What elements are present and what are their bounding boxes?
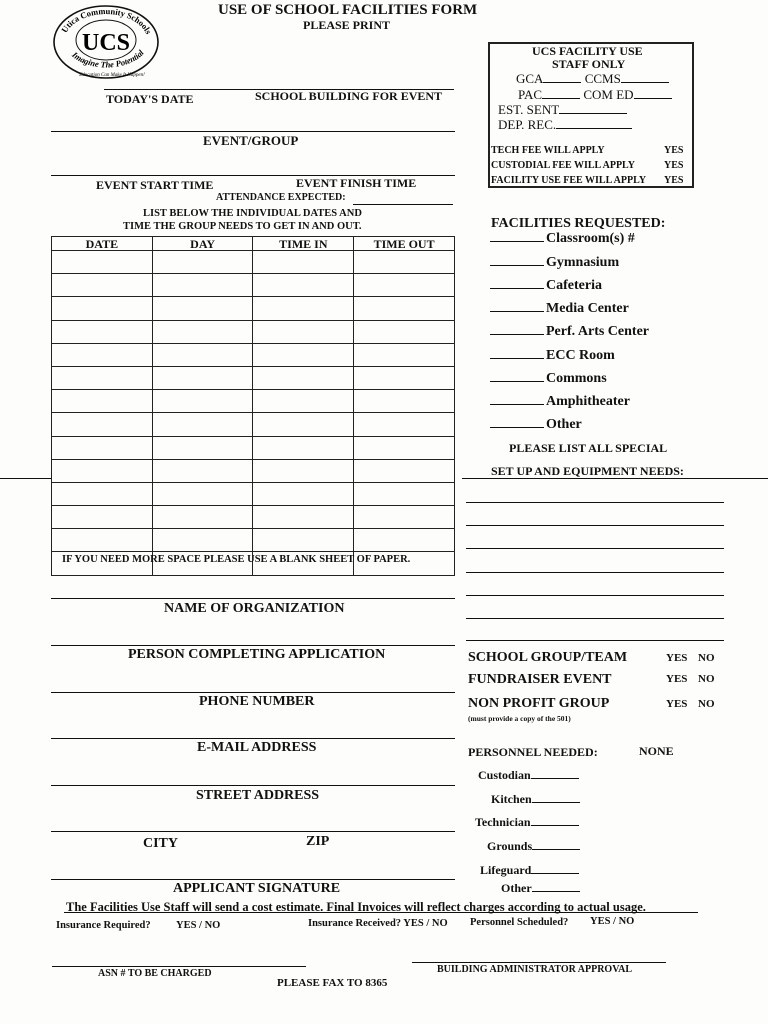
school-building-label: SCHOOL BUILDING FOR EVENT bbox=[255, 89, 443, 103]
time-out-cell[interactable] bbox=[354, 390, 455, 413]
time-out-cell[interactable] bbox=[354, 506, 455, 529]
facility-item bbox=[490, 300, 629, 317]
date-cell[interactable] bbox=[52, 459, 153, 482]
table-row bbox=[52, 320, 455, 343]
time-in-cell[interactable] bbox=[253, 343, 354, 366]
insurance-required-options[interactable]: YES / NO bbox=[176, 920, 221, 931]
event-start-label: EVENT START TIME bbox=[96, 178, 214, 192]
non-profit-no[interactable]: NO bbox=[698, 698, 715, 710]
fundraiser-no[interactable]: NO bbox=[698, 673, 715, 685]
time-out-cell[interactable] bbox=[354, 343, 455, 366]
logo-arc-top: Utica Community Schools bbox=[59, 5, 154, 36]
event-group-line[interactable] bbox=[51, 131, 455, 132]
staff-box-title-1: UCS FACILITY USE bbox=[532, 44, 643, 58]
day-cell[interactable] bbox=[152, 297, 253, 320]
facility-label: ECC Room bbox=[546, 348, 615, 363]
table-row bbox=[52, 366, 455, 389]
list-instruction-1: LIST BELOW THE INDIVIDUAL DATES AND bbox=[143, 208, 362, 219]
date-cell[interactable] bbox=[52, 274, 153, 297]
personnel-item bbox=[478, 767, 579, 783]
day-cell[interactable] bbox=[152, 506, 253, 529]
day-cell[interactable] bbox=[152, 482, 253, 505]
time-in-cell[interactable] bbox=[253, 251, 354, 274]
zip-label: ZIP bbox=[306, 834, 330, 849]
time-in-cell[interactable] bbox=[253, 482, 354, 505]
facility-item bbox=[490, 393, 630, 410]
date-cell[interactable] bbox=[52, 251, 153, 274]
school-group-no[interactable]: NO bbox=[698, 652, 715, 664]
facility-item bbox=[490, 254, 619, 271]
est-sent-field[interactable] bbox=[559, 102, 627, 114]
dep-rec-label: DEP. REC. bbox=[498, 117, 557, 132]
personnel-heading: PERSONNEL NEEDED: bbox=[468, 745, 598, 759]
table-row bbox=[52, 436, 455, 459]
facility-item bbox=[490, 230, 635, 247]
tech-fee-yes[interactable]: YES bbox=[664, 145, 684, 156]
table-row bbox=[52, 413, 455, 436]
signature-label: APPLICANT SIGNATURE bbox=[173, 881, 341, 896]
logo-initials: UCS bbox=[81, 30, 131, 56]
city-zip-line[interactable] bbox=[51, 831, 455, 832]
non-profit-note: (must provide a copy of the 501) bbox=[468, 714, 571, 723]
time-out-cell[interactable] bbox=[354, 320, 455, 343]
fundraiser-yes[interactable]: YES bbox=[666, 673, 688, 685]
facility-checkbox-line[interactable] bbox=[490, 254, 544, 266]
facility-checkbox-line[interactable] bbox=[490, 370, 544, 382]
list-instruction-2: TIME THE GROUP NEEDS TO GET IN AND OUT. bbox=[123, 221, 362, 232]
attendance-label: ATTENDANCE EXPECTED: bbox=[216, 192, 346, 203]
date-cell[interactable] bbox=[52, 366, 153, 389]
time-out-cell[interactable] bbox=[354, 529, 455, 552]
facility-fee-yes[interactable]: YES bbox=[664, 175, 684, 186]
col-day: DAY bbox=[152, 237, 253, 251]
custodial-fee-label: CUSTODIAL FEE WILL APPLY bbox=[491, 160, 636, 171]
time-in-cell[interactable] bbox=[253, 320, 354, 343]
insurance-required-label: Insurance Required? bbox=[56, 920, 151, 931]
email-line[interactable] bbox=[51, 738, 455, 739]
person-line[interactable] bbox=[51, 645, 455, 646]
fundraiser-label: FUNDRAISER EVENT bbox=[468, 672, 612, 687]
facility-checkbox-line[interactable] bbox=[490, 230, 544, 242]
admin-approval-line[interactable] bbox=[412, 962, 666, 963]
form-title: USE OF SCHOOL FACILITIES FORM bbox=[218, 2, 478, 18]
time-in-cell[interactable] bbox=[253, 413, 354, 436]
facility-label: Cafeteria bbox=[546, 278, 602, 293]
setup-line-4[interactable] bbox=[466, 572, 724, 573]
special-setup-2: SET UP AND EQUIPMENT NEEDS: bbox=[491, 464, 684, 478]
date-cell[interactable] bbox=[52, 413, 153, 436]
table-row bbox=[52, 251, 455, 274]
facility-label: Media Center bbox=[546, 301, 629, 316]
personnel-none[interactable]: NONE bbox=[639, 744, 674, 758]
event-finish-label: EVENT FINISH TIME bbox=[296, 176, 417, 190]
date-cell[interactable] bbox=[52, 297, 153, 320]
logo-tagline: Education Can Make It Happen! bbox=[79, 73, 145, 78]
time-in-cell[interactable] bbox=[253, 459, 354, 482]
facility-fee-label: FACILITY USE FEE WILL APPLY bbox=[491, 175, 647, 186]
personnel-label: Other bbox=[501, 881, 532, 895]
time-out-cell[interactable] bbox=[354, 459, 455, 482]
todays-date-label: TODAY'S DATE bbox=[106, 92, 194, 106]
table-row bbox=[52, 482, 455, 505]
setup-line-3[interactable] bbox=[466, 548, 724, 549]
personnel-field[interactable] bbox=[531, 767, 579, 779]
city-label: CITY bbox=[143, 836, 179, 851]
facility-checkbox-line[interactable] bbox=[490, 277, 544, 289]
logo-arc-bottom: Imagine The Potential bbox=[70, 47, 146, 70]
table-row bbox=[52, 506, 455, 529]
time-out-cell[interactable] bbox=[354, 413, 455, 436]
setup-line-5[interactable] bbox=[466, 595, 724, 596]
personnel-field[interactable] bbox=[531, 862, 579, 874]
time-in-cell[interactable] bbox=[253, 366, 354, 389]
day-cell[interactable] bbox=[152, 529, 253, 552]
special-setup-1: PLEASE LIST ALL SPECIAL bbox=[509, 441, 668, 455]
fax-note: PLEASE FAX TO 8365 bbox=[277, 977, 388, 989]
table-row bbox=[52, 390, 455, 413]
asn-line[interactable] bbox=[52, 966, 306, 967]
personnel-label: Kitchen bbox=[491, 792, 532, 806]
setup-line-2[interactable] bbox=[466, 525, 724, 526]
personnel-item bbox=[475, 814, 579, 830]
estimate-underline bbox=[64, 912, 698, 913]
org-name-label: NAME OF ORGANIZATION bbox=[164, 601, 345, 616]
col-time-out: TIME OUT bbox=[354, 237, 455, 251]
asn-label: ASN # TO BE CHARGED bbox=[98, 968, 212, 979]
admin-approval-label: BUILDING ADMINISTRATOR APPROVAL bbox=[437, 964, 633, 975]
form-subtitle: PLEASE PRINT bbox=[303, 18, 391, 32]
facility-checkbox-line[interactable] bbox=[490, 416, 544, 428]
day-cell[interactable] bbox=[152, 413, 253, 436]
facility-checkbox-line[interactable] bbox=[490, 323, 544, 335]
time-in-cell[interactable] bbox=[253, 529, 354, 552]
street-label: STREET ADDRESS bbox=[196, 788, 320, 803]
personnel-item bbox=[487, 838, 580, 854]
time-out-cell[interactable] bbox=[354, 274, 455, 297]
day-cell[interactable] bbox=[152, 366, 253, 389]
date-cell[interactable] bbox=[52, 320, 153, 343]
school-group-label: SCHOOL GROUP/TEAM bbox=[468, 650, 628, 665]
date-cell[interactable] bbox=[52, 482, 153, 505]
facility-checkbox-line[interactable] bbox=[490, 393, 544, 405]
date-cell[interactable] bbox=[52, 390, 153, 413]
facility-checkbox-line[interactable] bbox=[490, 300, 544, 312]
facility-item bbox=[490, 277, 602, 294]
personnel-label: Lifeguard bbox=[480, 863, 532, 877]
facility-item bbox=[490, 323, 649, 340]
day-cell[interactable] bbox=[152, 436, 253, 459]
time-out-cell[interactable] bbox=[354, 297, 455, 320]
facility-label: Perf. Arts Center bbox=[546, 324, 650, 339]
day-cell[interactable] bbox=[152, 274, 253, 297]
personnel-item bbox=[480, 862, 579, 878]
date-cell[interactable] bbox=[52, 506, 153, 529]
dep-rec-field[interactable] bbox=[556, 117, 632, 129]
setup-line-6[interactable] bbox=[466, 618, 724, 619]
facilities-heading: FACILITIES REQUESTED: bbox=[491, 216, 666, 231]
signature-line[interactable] bbox=[51, 879, 455, 880]
com-ed-label: COM ED bbox=[583, 87, 634, 102]
personnel-label: Grounds bbox=[487, 839, 533, 853]
day-cell[interactable] bbox=[152, 343, 253, 366]
personnel-item bbox=[491, 791, 580, 807]
tech-fee-label: TECH FEE WILL APPLY bbox=[491, 145, 605, 156]
personnel-label: Custodian bbox=[478, 768, 531, 782]
staff-only-box bbox=[488, 42, 694, 188]
time-in-cell[interactable] bbox=[253, 297, 354, 320]
pac-field[interactable] bbox=[542, 87, 580, 99]
estimate-note: The Facilities Use Staff will send a cost estimate. Final Invoices will reflect charges according to actual usage. bbox=[66, 900, 646, 914]
day-cell[interactable] bbox=[152, 459, 253, 482]
staff-box-title-2: STAFF ONLY bbox=[552, 57, 626, 71]
ccms-field[interactable] bbox=[621, 71, 669, 83]
setup-line-1[interactable] bbox=[466, 502, 724, 503]
time-out-cell[interactable] bbox=[354, 482, 455, 505]
day-cell[interactable] bbox=[152, 251, 253, 274]
email-label: E-MAIL ADDRESS bbox=[197, 740, 317, 755]
facility-item bbox=[490, 347, 615, 364]
fold-line-left bbox=[0, 478, 51, 479]
facility-label: Amphitheater bbox=[546, 394, 630, 409]
table-row bbox=[52, 343, 455, 366]
non-profit-label: NON PROFIT GROUP bbox=[468, 696, 610, 711]
personnel-label: Technician bbox=[475, 815, 531, 829]
personnel-field[interactable] bbox=[532, 838, 580, 850]
attendance-field[interactable] bbox=[353, 204, 453, 205]
personnel-field[interactable] bbox=[531, 814, 579, 826]
insurance-received[interactable]: Insurance Received? YES / NO bbox=[308, 918, 448, 929]
col-time-in: TIME IN bbox=[253, 237, 354, 251]
phone-line[interactable] bbox=[51, 692, 455, 693]
day-cell[interactable] bbox=[152, 390, 253, 413]
table-row bbox=[52, 297, 455, 320]
org-name-line[interactable] bbox=[51, 598, 455, 599]
time-out-cell[interactable] bbox=[354, 366, 455, 389]
custodial-fee-yes[interactable]: YES bbox=[664, 160, 684, 171]
col-date: DATE bbox=[52, 237, 153, 251]
day-cell[interactable] bbox=[152, 320, 253, 343]
time-out-cell[interactable] bbox=[354, 251, 455, 274]
table-row bbox=[52, 529, 455, 552]
gca-label: GCA bbox=[516, 71, 544, 86]
time-in-cell[interactable] bbox=[253, 390, 354, 413]
schedule-table bbox=[51, 236, 455, 576]
more-space-note: IF YOU NEED MORE SPACE PLEASE USE A BLANK SHEET OF PAPER. bbox=[62, 554, 411, 565]
gca-field[interactable] bbox=[543, 71, 581, 83]
personnel-item bbox=[501, 880, 580, 896]
time-out-cell[interactable] bbox=[354, 436, 455, 459]
personnel-field[interactable] bbox=[532, 791, 580, 803]
phone-label: PHONE NUMBER bbox=[199, 694, 315, 709]
street-line[interactable] bbox=[51, 785, 455, 786]
facility-label: Commons bbox=[546, 371, 607, 386]
time-in-cell[interactable] bbox=[253, 436, 354, 459]
person-completing-label: PERSON COMPLETING APPLICATION bbox=[128, 647, 386, 662]
ucs-logo bbox=[52, 4, 160, 80]
personnel-scheduled-options[interactable]: YES / NO bbox=[590, 916, 635, 927]
time-in-cell[interactable] bbox=[253, 506, 354, 529]
facility-item bbox=[490, 416, 582, 433]
event-group-label: EVENT/GROUP bbox=[203, 133, 299, 148]
ccms-label: CCMS bbox=[584, 71, 621, 86]
time-in-cell[interactable] bbox=[253, 274, 354, 297]
personnel-scheduled-label: Personnel Scheduled? bbox=[470, 917, 569, 928]
est-sent-label: EST. SENT bbox=[498, 102, 560, 117]
table-row bbox=[52, 459, 455, 482]
school-group-yes[interactable]: YES bbox=[666, 652, 688, 664]
date-cell[interactable] bbox=[52, 436, 153, 459]
facility-label: Other bbox=[546, 417, 582, 432]
table-row bbox=[52, 274, 455, 297]
facility-label: Classroom(s) # bbox=[546, 231, 635, 246]
facility-item bbox=[490, 370, 607, 387]
facility-label: Gymnasium bbox=[546, 255, 620, 270]
com-ed-field[interactable] bbox=[634, 87, 672, 99]
facility-checkbox-line[interactable] bbox=[490, 347, 544, 359]
non-profit-yes[interactable]: YES bbox=[666, 698, 688, 710]
date-cell[interactable] bbox=[52, 529, 153, 552]
personnel-field[interactable] bbox=[532, 880, 580, 892]
pac-label: PAC bbox=[518, 87, 543, 102]
date-cell[interactable] bbox=[52, 343, 153, 366]
setup-line-7[interactable] bbox=[466, 640, 724, 641]
